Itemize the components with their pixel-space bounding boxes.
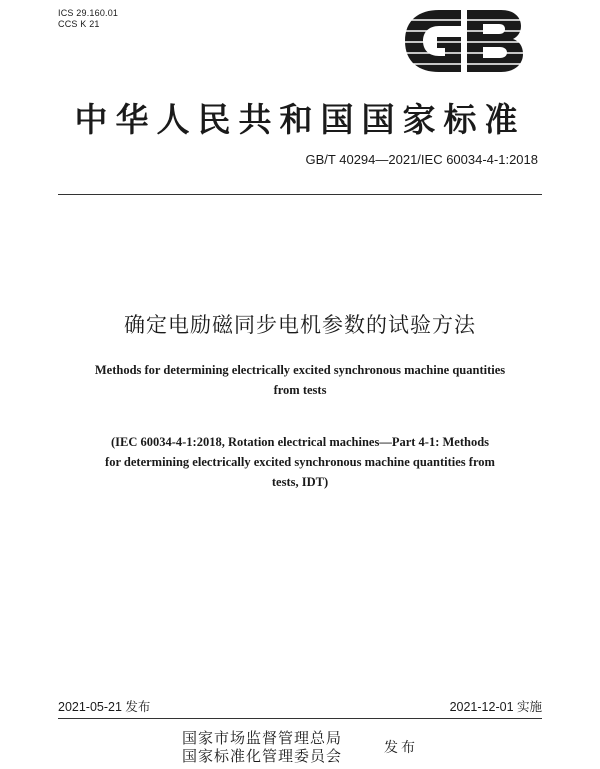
standard-number: GB/T 40294—2021/IEC 60034-4-1:2018: [305, 152, 538, 167]
classification-codes: [58, 8, 118, 30]
header-divider: [58, 194, 542, 195]
ccs-code: CCS K 21: [58, 19, 100, 29]
title-chinese: 确定电励磁同步电机参数的试验方法: [124, 313, 476, 337]
gb-logo-icon: [397, 6, 527, 76]
title-english-line: from tests: [273, 383, 327, 397]
issuer-line: 国家标准化管理委员会: [182, 747, 343, 765]
release-date: 2021-05-21 发布: [58, 700, 151, 714]
implement-date: 2021-12-01 实施: [449, 700, 542, 714]
footer-divider: [58, 718, 542, 719]
publish-label: 发布: [384, 740, 418, 756]
issuing-bodies: [182, 729, 342, 765]
issuer-line: 国家市场监督管理总局: [182, 729, 343, 747]
title-english-line: Methods for determining electrically excited synchronous machine quantities: [94, 363, 506, 377]
subtitle-english-line: tests, IDT): [271, 475, 329, 489]
title-english: [50, 360, 550, 400]
standard-title: 中华人民共和国国家标准: [74, 100, 526, 139]
subtitle-english-line: (IEC 60034-4-1:2018, Rotation electrical machines—Part 4-1: Methods: [110, 435, 490, 449]
subtitle-english-line: for determining electrically excited synchronous machine quantities from: [105, 455, 495, 469]
subtitle-english: [50, 432, 550, 492]
ics-code: ICS 29.160.01: [58, 8, 119, 18]
